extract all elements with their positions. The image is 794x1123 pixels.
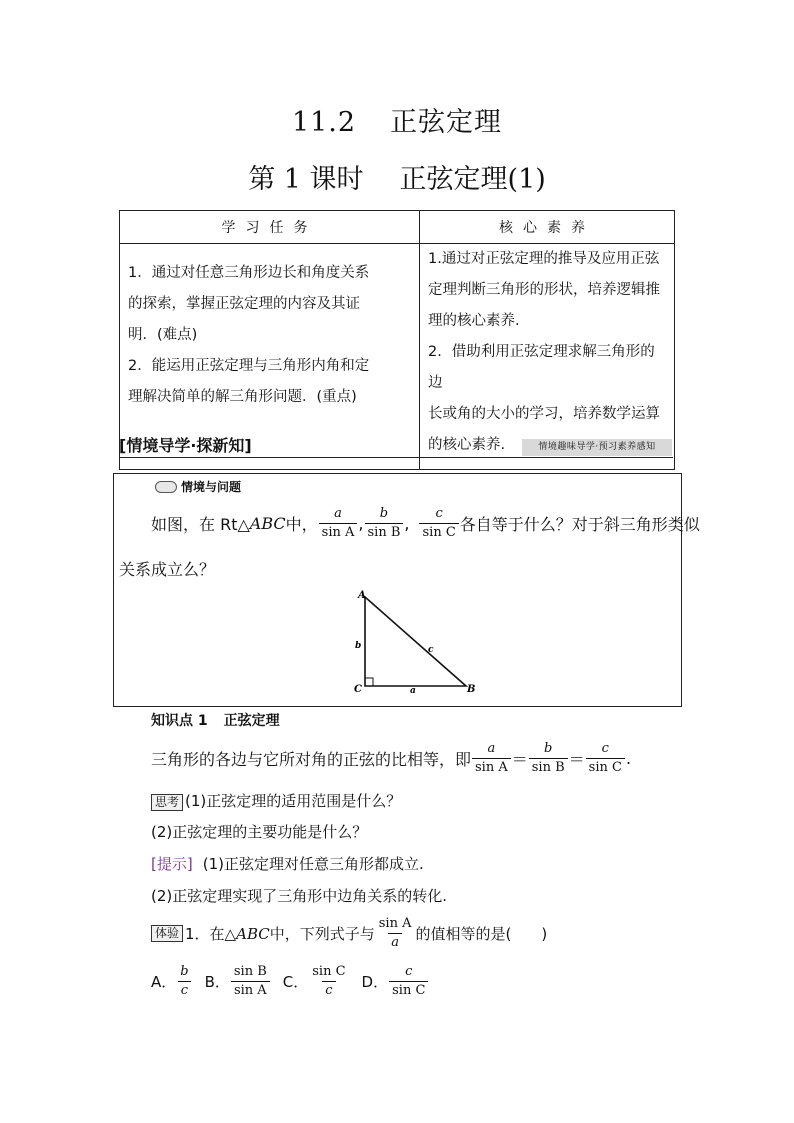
lesson-label: 第 1 课时 [248, 164, 364, 195]
option-c-label[interactable]: C． [282, 973, 309, 991]
section-banner: [情境导学·探新知] [119, 436, 252, 455]
triangle-name: ABC [249, 514, 286, 533]
fraction-numerator: c [435, 506, 443, 521]
question-text: 的值相等的是( ) [415, 925, 548, 943]
vertex-label-C: C [354, 684, 362, 695]
knowledge-title: 正弦定理 [223, 713, 280, 729]
fraction-denominator: sin C [419, 523, 458, 542]
vertex-label-A: A [358, 590, 366, 601]
hint-tag: [提示] [151, 855, 193, 873]
literacy-line: 定理判断三角形的形状，培养逻辑推 [428, 282, 660, 298]
hint-answer-1 [151, 853, 424, 874]
question-text: 中，下列式子与 [269, 925, 375, 943]
answer-options [151, 963, 429, 1000]
think-question-2: (2)正弦定理的主要功能是什么？ [151, 823, 368, 841]
statement-text: 三角形的各边与它所对角的正弦的比相等，即 [151, 750, 472, 769]
practice-tag: 体验 [151, 925, 183, 942]
fraction-denominator: sin A [231, 981, 270, 1000]
fraction-c-sinC [586, 740, 625, 777]
fraction-denominator: sin B [529, 758, 568, 777]
lesson-title [0, 157, 794, 196]
option-a-fraction[interactable] [177, 963, 191, 1000]
option-a-label[interactable]: A． [151, 973, 177, 991]
side-label-b: b [355, 641, 362, 651]
equals-sign: ＝ [568, 750, 585, 769]
fraction-denominator: a [388, 933, 402, 952]
section-number: 11.2 [291, 107, 357, 138]
fraction-numerator: sin B [233, 964, 267, 979]
fraction-denominator: sin A [319, 523, 358, 542]
fraction-b-sinB [529, 740, 568, 777]
scenario-text: 如图，在 Rt△ [151, 515, 250, 534]
fraction-a-sinA [472, 740, 511, 777]
separator: , [404, 514, 410, 533]
side-label-a: a [410, 686, 416, 696]
knowledge-label: 知识点 1 [151, 713, 208, 729]
hint-a1: (1)正弦定理对任意三角形都成立. [202, 855, 424, 873]
practice-question [151, 915, 547, 952]
think-tag: 思考 [151, 794, 183, 811]
option-b-label[interactable]: B． [204, 973, 230, 991]
objectives-table [119, 210, 675, 470]
option-b-fraction[interactable] [231, 963, 270, 1000]
right-triangle-figure [350, 585, 490, 697]
task-line: 的探索，掌握正弦定理的内容及其证 [128, 296, 360, 312]
table-header-literacy: 核心素养 [420, 211, 675, 244]
divider [119, 457, 673, 458]
fraction-numerator: b [180, 964, 189, 979]
fraction-a-sinA [319, 505, 358, 542]
think-question-1 [151, 790, 401, 811]
fraction-numerator: sin A [378, 916, 412, 931]
literacy-line: 理的核心素养. [428, 313, 520, 329]
option-d-label[interactable]: D． [361, 973, 389, 991]
fraction-denominator: sin C [586, 758, 625, 777]
option-c-fraction[interactable] [309, 963, 348, 1000]
knowledge-heading [151, 710, 280, 730]
literacy-line: 1.通过对正弦定理的推导及应用正弦 [428, 251, 660, 267]
hint-answer-2: (2)正弦定理实现了三角形中边角关系的转化. [151, 887, 448, 905]
scenario-text: 各自等于什么？对于斜三角形类似 [459, 515, 700, 534]
sine-law-statement [151, 740, 631, 777]
section-title [0, 100, 794, 139]
fraction-numerator: a [334, 506, 342, 521]
scenario-question [151, 505, 700, 542]
table-header-tasks: 学习任务 [120, 211, 420, 244]
fraction-denominator: sin A [472, 758, 511, 777]
fraction-numerator: c [405, 964, 413, 979]
fraction-denominator: c [178, 981, 191, 1000]
fraction-numerator: b [379, 506, 389, 521]
scenario-question-line2: 关系成立么？ [119, 560, 216, 579]
scenario-tag [155, 478, 241, 495]
equals-sign: ＝ [511, 750, 528, 769]
fraction-denominator: c [322, 981, 335, 1000]
option-d-fraction[interactable] [389, 963, 428, 1000]
literacy-line: 2．借助利用正弦定理求解三角形的边 [428, 344, 655, 391]
fraction-b-sinB [365, 505, 404, 542]
fraction-numerator: a [487, 741, 496, 756]
triangle-shape [365, 597, 466, 686]
fraction-sinA-a [376, 915, 415, 952]
fraction-c-sinC [419, 505, 458, 542]
fraction-numerator: c [601, 741, 609, 756]
scenario-text: 中， [285, 515, 318, 534]
right-angle-mark [365, 678, 373, 686]
side-label-c: c [428, 645, 434, 655]
diamond-icon [155, 481, 177, 493]
fraction-numerator: b [544, 741, 553, 756]
task-line: 明．(难点) [128, 327, 198, 343]
vertex-label-B: B [467, 684, 476, 695]
section-name: 正弦定理 [390, 107, 503, 138]
literacy-cell [420, 244, 675, 470]
literacy-line: 的核心素养. [428, 437, 506, 453]
task-line: 1．通过对任意三角形边长和角度关系 [128, 265, 370, 281]
task-line: 2．能运用正弦定理与三角形内角和定 [128, 358, 370, 374]
fraction-denominator: sin B [365, 523, 404, 542]
triangle-name: ABC [236, 924, 270, 943]
literacy-line: 长或角的大小的学习，培养数学运算 [428, 406, 660, 422]
separator: , [358, 514, 364, 533]
section-banner-subtitle: 情境趣味导学·预习素养感知 [522, 439, 672, 456]
period: . [625, 749, 632, 768]
question-text: 1．在△ [185, 925, 237, 943]
fraction-numerator: sin C [312, 964, 346, 979]
lesson-name: 正弦定理(1) [399, 164, 546, 195]
task-line: 理解决简单的解三角形问题．(重点) [128, 389, 357, 405]
fraction-denominator: sin C [389, 981, 428, 1000]
think-q1: (1)正弦定理的适用范围是什么？ [185, 792, 402, 810]
scenario-tag-label: 情境与问题 [181, 480, 242, 494]
